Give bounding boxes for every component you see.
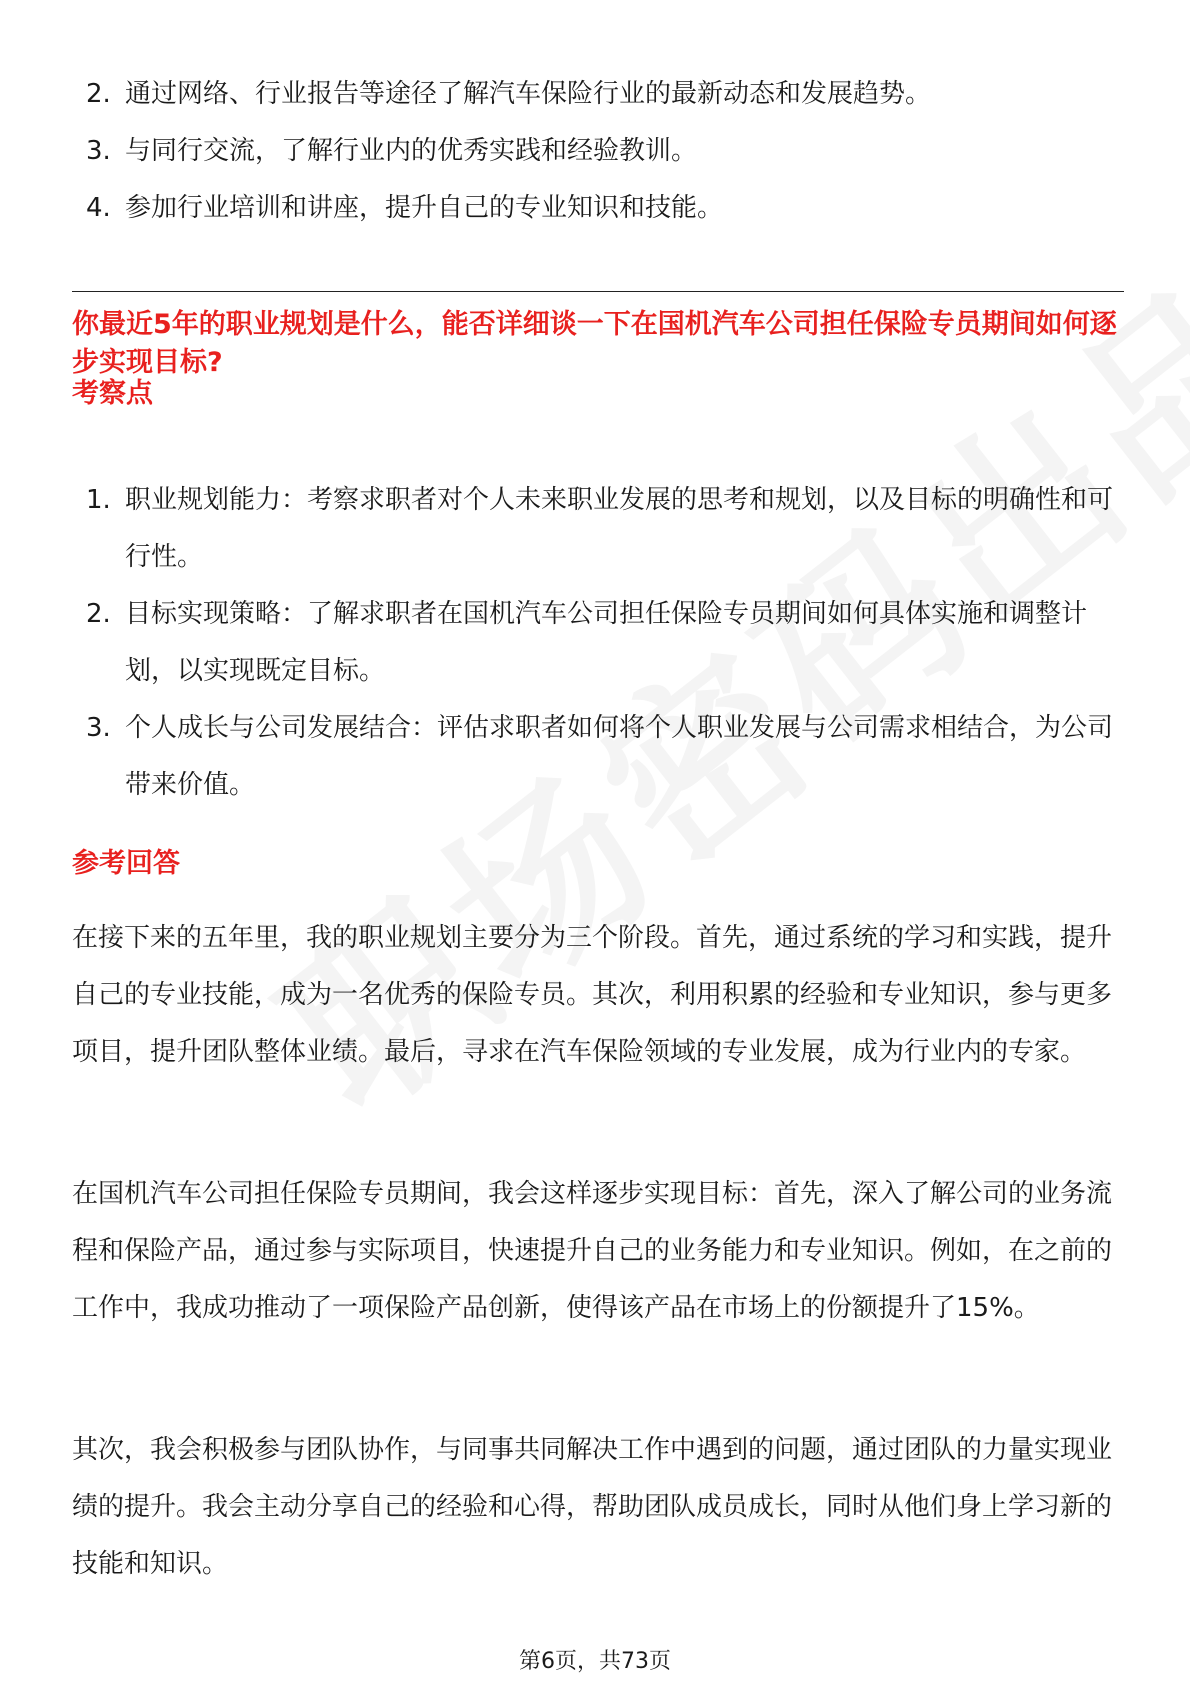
answer-paragraph: 其次，我会积极参与团队协作，与同事共同解决工作中遇到的问题，通过团队的力量实现业绩的提升。我会主动分享自己的经验和心得，帮助团队成员成长，同时从他们身上学习新的技能和知识。 [72,1435,1113,1579]
list-number: 1. [86,485,111,515]
list-number: 3. [86,136,111,166]
list-item [72,123,1124,180]
list-item [72,180,1124,237]
list-text: 职业规划能力：考察求职者对个人未来职业发展的思考和规划，以及目标的明确性和可行性。 [125,485,1114,572]
page-footer: 第6页，共73页 [519,1649,671,1674]
list-item [72,586,1124,700]
list-number: 2. [86,599,111,629]
section-divider [72,291,1124,292]
question-heading: 你最近5年的职业规划是什么，能否详细谈一下在国机汽车公司担任保险专员期间如何逐步实现目标? [72,309,1117,378]
list-number: 2. [86,79,111,109]
answer-paragraph: 在国机汽车公司担任保险专员期间，我会这样逐步实现目标：首先，深入了解公司的业务流程和保险产品，通过参与实际项目，快速提升自己的业务能力和专业知识。例如，在之前的工作中，我成功推动了一项保险产品创新，使得该产品在市场上的份额提升了15%。 [72,1179,1113,1323]
assess-points-list [72,472,1124,814]
list-text: 目标实现策略：了解求职者在国机汽车公司担任保险专员期间如何具体实施和调整计划，以实现既定目标。 [125,599,1088,686]
list-item [72,700,1124,814]
assess-heading: 考察点 [72,378,153,409]
list-text: 参加行业培训和讲座，提升自己的专业知识和技能。 [125,193,724,223]
answer-paragraph: 在接下来的五年里，我的职业规划主要分为三个阶段。首先，通过系统的学习和实践，提升自己的专业技能，成为一名优秀的保险专员。其次，利用积累的经验和专业知识，参与更多项目，提升团队整体业绩。最后，寻求在汽车保险领域的专业发展，成为行业内的专家。 [72,923,1113,1067]
list-text: 通过网络、行业报告等途径了解汽车保险行业的最新动态和发展趋势。 [125,79,932,109]
list-number: 4. [86,193,111,223]
list-item [72,66,1124,123]
list-text: 与同行交流，了解行业内的优秀实践和经验教训。 [125,136,698,166]
document-page [72,0,1124,1684]
list-item [72,472,1124,586]
previous-list [72,66,1124,237]
list-number: 3. [86,713,111,743]
list-text: 个人成长与公司发展结合：评估求职者如何将个人职业发展与公司需求相结合，为公司带来价值。 [125,713,1114,800]
answer-heading: 参考回答 [72,848,180,879]
